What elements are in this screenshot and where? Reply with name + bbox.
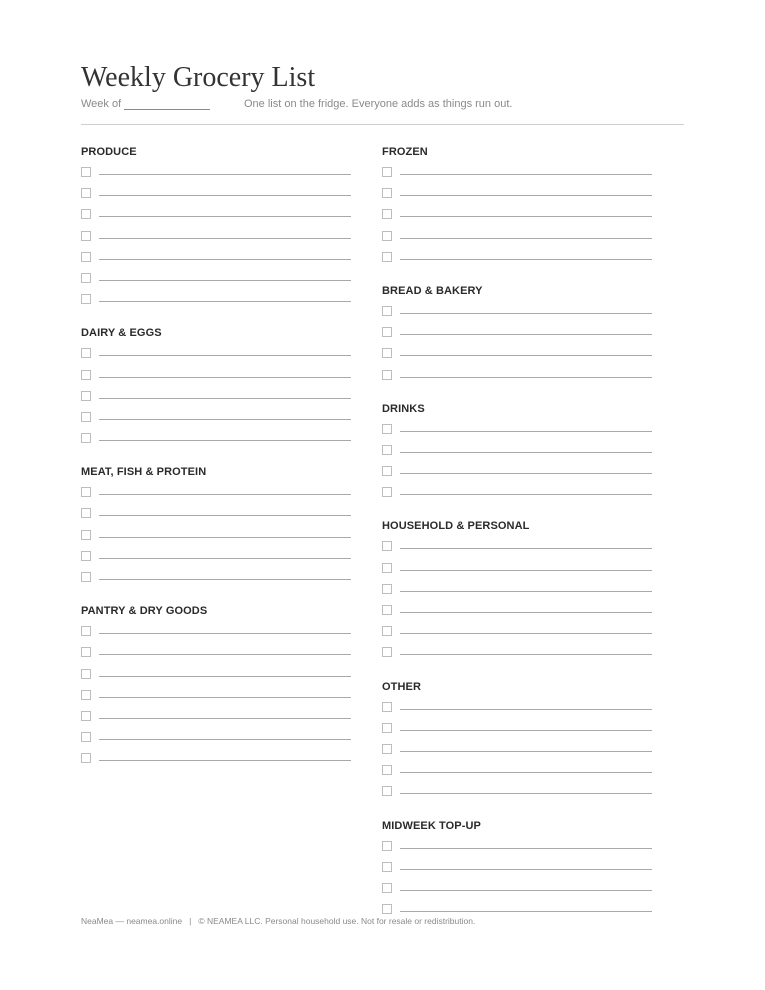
section-pantry-and-dry-goods: [81, 605, 351, 772]
section-household-and-personal: [382, 520, 652, 666]
checkbox[interactable]: [81, 572, 91, 582]
checkbox[interactable]: [382, 744, 392, 754]
write-in-line[interactable]: [400, 431, 652, 432]
write-in-line[interactable]: [99, 718, 351, 719]
list-item: [382, 539, 652, 560]
checkbox[interactable]: [81, 370, 91, 380]
checkbox[interactable]: [81, 690, 91, 700]
write-in-line[interactable]: [99, 676, 351, 677]
footer: [81, 916, 475, 926]
write-in-line[interactable]: [400, 709, 652, 710]
checkbox[interactable]: [382, 862, 392, 872]
list-item: [81, 688, 351, 709]
list-item: [382, 346, 652, 367]
section-midweek-top-up: [382, 820, 652, 924]
checkbox[interactable]: [382, 765, 392, 775]
section-meat-fish-and-protein: [81, 466, 351, 591]
write-in-line[interactable]: [400, 195, 652, 196]
section-title: MEAT, FISH & PROTEIN: [81, 466, 207, 479]
list-item: [382, 443, 652, 464]
checkbox[interactable]: [81, 647, 91, 657]
write-in-line[interactable]: [400, 452, 652, 453]
write-in-line[interactable]: [400, 259, 652, 260]
right-column: [382, 146, 652, 937]
write-in-line[interactable]: [99, 259, 351, 260]
section-frozen: [382, 146, 652, 271]
write-in-line[interactable]: [400, 633, 652, 634]
list-item: [382, 603, 652, 624]
section-title: HOUSEHOLD & PERSONAL: [382, 520, 530, 533]
checkbox[interactable]: [382, 424, 392, 434]
write-in-line[interactable]: [400, 869, 652, 870]
checkbox[interactable]: [382, 883, 392, 893]
checkbox[interactable]: [382, 370, 392, 380]
checkbox[interactable]: [382, 584, 392, 594]
page-title: Weekly Grocery List: [81, 62, 316, 93]
list-item: [81, 506, 351, 527]
list-item: [382, 422, 652, 443]
write-in-line[interactable]: [99, 280, 351, 281]
write-in-line[interactable]: [400, 751, 652, 752]
list-item: [81, 229, 351, 250]
list-item: [382, 165, 652, 186]
list-item: [382, 325, 652, 346]
tagline: One list on the fridge. Everyone adds as things run out.: [244, 98, 513, 110]
checkbox[interactable]: [382, 626, 392, 636]
checkbox[interactable]: [382, 541, 392, 551]
checkbox[interactable]: [81, 626, 91, 636]
write-in-line[interactable]: [99, 216, 351, 217]
list-item: [81, 730, 351, 751]
week-of-label: Week of: [81, 98, 122, 110]
footer-copyright: © NEAMEA LLC. Personal household use. Not for resale or redistribution.: [198, 916, 476, 926]
write-in-line[interactable]: [400, 334, 652, 335]
list-item: [382, 763, 652, 784]
section-title: PRODUCE: [81, 146, 137, 158]
checkbox[interactable]: [81, 753, 91, 763]
week-of-blank[interactable]: [124, 98, 210, 110]
write-in-line[interactable]: [400, 377, 652, 378]
write-in-line[interactable]: [99, 654, 351, 655]
checkbox[interactable]: [382, 563, 392, 573]
checkbox[interactable]: [81, 348, 91, 358]
list-item: [81, 624, 351, 645]
list-item: [382, 860, 652, 881]
list-item: [81, 431, 351, 452]
section-title: MIDWEEK TOP-UP: [382, 819, 481, 832]
list-item: [382, 721, 652, 742]
checkbox[interactable]: [382, 487, 392, 497]
checkbox[interactable]: [382, 904, 392, 914]
checkbox[interactable]: [81, 530, 91, 540]
list-item: [81, 368, 351, 389]
checkbox[interactable]: [382, 348, 392, 358]
list-item: [81, 549, 351, 570]
list-item: [382, 784, 652, 805]
list-item: [382, 464, 652, 485]
checkbox[interactable]: [81, 209, 91, 219]
section-dairy-and-eggs: [81, 327, 351, 452]
write-in-line[interactable]: [400, 772, 652, 773]
checkbox[interactable]: [382, 209, 392, 219]
write-in-line[interactable]: [400, 313, 652, 314]
section-title: OTHER: [382, 680, 421, 693]
write-in-line[interactable]: [99, 301, 351, 302]
section-title: BREAD & BAKERY: [382, 284, 483, 297]
checkbox[interactable]: [382, 167, 392, 177]
write-in-line[interactable]: [99, 558, 351, 559]
write-in-line[interactable]: [99, 760, 351, 761]
list-item: [81, 751, 351, 772]
checkbox[interactable]: [382, 466, 392, 476]
list-item: [81, 410, 351, 431]
list-item: [81, 570, 351, 591]
checkbox[interactable]: [81, 551, 91, 561]
checkbox[interactable]: [382, 445, 392, 455]
list-item: [382, 624, 652, 645]
write-in-line[interactable]: [99, 195, 351, 196]
list-item: [382, 881, 652, 902]
list-item: [382, 742, 652, 763]
write-in-line[interactable]: [99, 398, 351, 399]
write-in-line[interactable]: [400, 570, 652, 571]
list-item: [382, 645, 652, 666]
subtitle-row: [81, 98, 513, 110]
list-item: [81, 165, 351, 186]
footer-brand: NeaMea — neamea.online: [81, 916, 183, 926]
write-in-line[interactable]: [99, 697, 351, 698]
list-item: [382, 186, 652, 207]
checkbox[interactable]: [81, 167, 91, 177]
write-in-line[interactable]: [99, 494, 351, 495]
write-in-line[interactable]: [400, 890, 652, 891]
checkbox[interactable]: [382, 786, 392, 796]
checkbox[interactable]: [81, 669, 91, 679]
checkbox[interactable]: [382, 231, 392, 241]
write-in-line[interactable]: [400, 548, 652, 549]
write-in-line[interactable]: [99, 515, 351, 516]
write-in-line[interactable]: [400, 612, 652, 613]
checkbox[interactable]: [81, 433, 91, 443]
list-item: [81, 667, 351, 688]
section-title: DAIRY & EGGS: [81, 327, 162, 340]
checkbox[interactable]: [81, 231, 91, 241]
section-other: [382, 681, 652, 806]
checkbox[interactable]: [81, 273, 91, 283]
list-item: [81, 709, 351, 730]
write-in-line[interactable]: [99, 579, 351, 580]
write-in-line[interactable]: [400, 654, 652, 655]
section-title: FROZEN: [382, 146, 428, 158]
checkbox[interactable]: [382, 647, 392, 657]
list-item: [81, 207, 351, 228]
write-in-line[interactable]: [400, 494, 652, 495]
write-in-line[interactable]: [400, 174, 652, 175]
section-drinks: [382, 403, 652, 507]
write-in-line[interactable]: [99, 419, 351, 420]
list-item: [81, 292, 351, 313]
checkbox[interactable]: [81, 487, 91, 497]
section-title: PANTRY & DRY GOODS: [81, 605, 208, 618]
write-in-line[interactable]: [400, 793, 652, 794]
list-item: [382, 700, 652, 721]
list-item: [382, 229, 652, 250]
write-in-line[interactable]: [99, 440, 351, 441]
section-produce: [81, 146, 351, 313]
section-title: DRINKS: [382, 402, 425, 415]
list-item: [382, 561, 652, 582]
write-in-line[interactable]: [400, 911, 652, 912]
footer-separator: |: [189, 916, 192, 926]
write-in-line[interactable]: [400, 848, 652, 849]
checkbox[interactable]: [382, 841, 392, 851]
checkbox[interactable]: [81, 188, 91, 198]
write-in-line[interactable]: [99, 355, 351, 356]
write-in-line[interactable]: [400, 730, 652, 731]
write-in-line[interactable]: [400, 216, 652, 217]
list-item: [81, 389, 351, 410]
list-item: [81, 485, 351, 506]
list-item: [382, 207, 652, 228]
list-item: [382, 304, 652, 325]
write-in-line[interactable]: [99, 537, 351, 538]
checkbox[interactable]: [382, 723, 392, 733]
section-bread-and-bakery: [382, 285, 652, 389]
list-item: [382, 485, 652, 506]
write-in-line[interactable]: [400, 238, 652, 239]
list-item: [382, 368, 652, 389]
checkbox[interactable]: [382, 252, 392, 262]
list-item: [81, 186, 351, 207]
write-in-line[interactable]: [99, 238, 351, 239]
left-column: [81, 146, 351, 787]
checkbox[interactable]: [382, 188, 392, 198]
checkbox[interactable]: [81, 732, 91, 742]
list-item: [81, 250, 351, 271]
list-item: [382, 582, 652, 603]
write-in-line[interactable]: [400, 591, 652, 592]
checkbox[interactable]: [81, 412, 91, 422]
checkbox[interactable]: [382, 327, 392, 337]
write-in-line[interactable]: [400, 473, 652, 474]
write-in-line[interactable]: [99, 633, 351, 634]
checkbox[interactable]: [382, 702, 392, 712]
list-item: [81, 645, 351, 666]
list-item: [81, 528, 351, 549]
checkbox[interactable]: [81, 711, 91, 721]
checkbox[interactable]: [81, 252, 91, 262]
write-in-line[interactable]: [400, 355, 652, 356]
list-item: [81, 346, 351, 367]
checkbox[interactable]: [382, 605, 392, 615]
checkbox[interactable]: [382, 306, 392, 316]
checkbox[interactable]: [81, 508, 91, 518]
header-divider: [81, 124, 684, 125]
checkbox[interactable]: [81, 294, 91, 304]
list-item: [382, 839, 652, 860]
write-in-line[interactable]: [99, 739, 351, 740]
write-in-line[interactable]: [99, 377, 351, 378]
list-item: [382, 250, 652, 271]
checkbox[interactable]: [81, 391, 91, 401]
list-item: [81, 271, 351, 292]
write-in-line[interactable]: [99, 174, 351, 175]
